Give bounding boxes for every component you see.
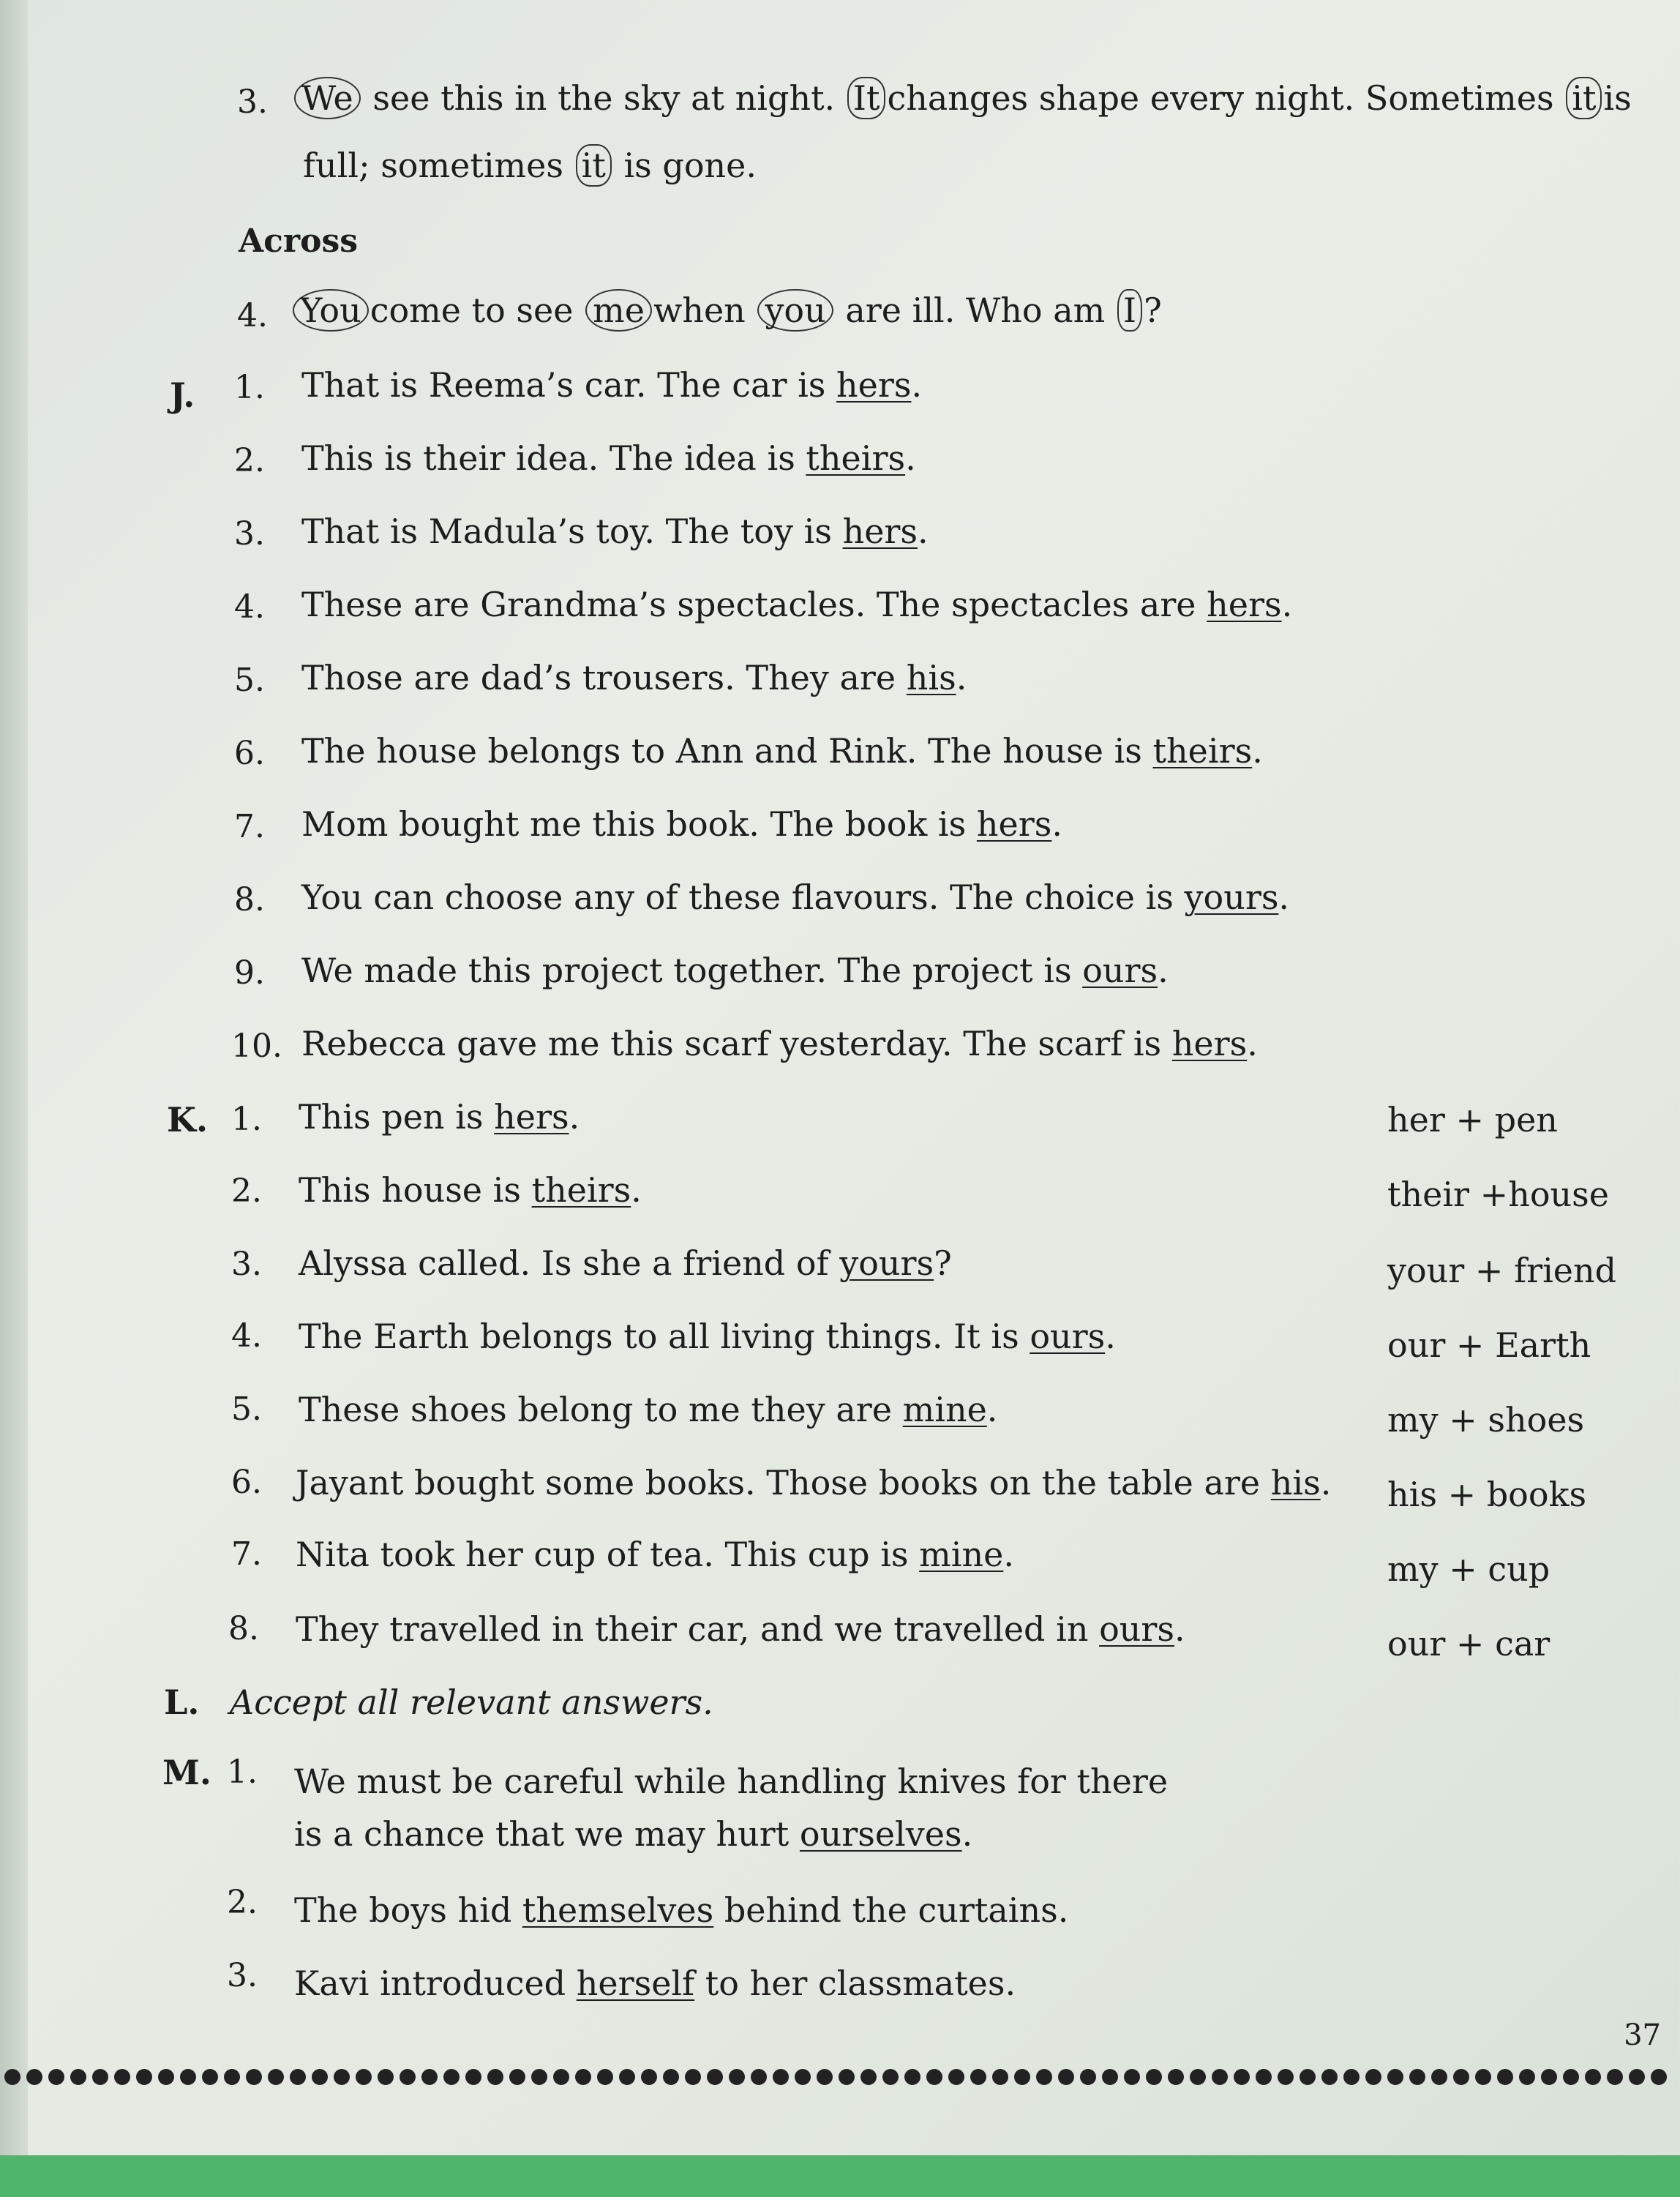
border-dot — [312, 2069, 328, 2085]
border-dot — [1168, 2069, 1184, 2085]
item-number: 2. — [227, 1884, 258, 1921]
border-dot — [685, 2069, 701, 2085]
border-dot — [465, 2069, 481, 2085]
answer-word: themselves — [522, 1890, 714, 1930]
border-dot — [619, 2069, 635, 2085]
item-end: . — [1105, 1317, 1116, 1356]
answer-word: his — [1270, 1463, 1321, 1502]
item-number: 5. — [234, 662, 265, 699]
answer-word: hers — [842, 512, 918, 551]
item-end: . — [1320, 1463, 1332, 1502]
answer-line — [301, 436, 916, 480]
clue-text: are ill. Who am — [845, 291, 1106, 330]
border-dot — [1278, 2069, 1294, 2085]
border-dot — [487, 2069, 503, 2085]
clue-text: when — [653, 291, 746, 330]
answer-line — [299, 1314, 1116, 1358]
answer-line — [299, 1388, 997, 1431]
answer-word: yours — [839, 1243, 934, 1283]
answer-word: mine — [919, 1535, 1004, 1574]
answer-line — [301, 875, 1289, 919]
page-number: 37 — [1624, 2018, 1661, 2052]
hint-text: her + pen — [1387, 1100, 1558, 1139]
border-dot — [443, 2069, 460, 2085]
item-number: 8. — [228, 1610, 259, 1647]
border-dot — [817, 2069, 833, 2085]
border-dot — [114, 2069, 130, 2085]
item-number: 4. — [231, 1317, 262, 1355]
item-text: They travelled in their car, and we travelled in — [296, 1609, 1100, 1649]
border-dot — [531, 2069, 547, 2085]
item-text: This pen is — [299, 1097, 495, 1137]
item-number: 2. — [234, 442, 265, 479]
circled-word: You — [293, 289, 369, 332]
answer-line — [294, 1888, 1068, 1932]
border-dot — [421, 2069, 438, 2085]
clue-text: see this in the sky at night. — [372, 78, 836, 118]
hint-text: your + friend — [1387, 1251, 1617, 1290]
item-number: 4. — [234, 588, 265, 626]
answer-line — [294, 1961, 1016, 2005]
border-dot — [904, 2069, 920, 2085]
border-dot — [1431, 2069, 1447, 2085]
dotted-border — [0, 2062, 1680, 2092]
border-dot — [773, 2069, 789, 2085]
item-text: You can choose any of these flavours. The choice is — [301, 877, 1185, 917]
circled-word: you — [757, 289, 833, 332]
item-end: . — [1278, 877, 1290, 917]
answer-line — [299, 1241, 952, 1285]
answer-word: yours — [1184, 877, 1279, 917]
border-dot — [1146, 2069, 1162, 2085]
clue-text: come to see — [370, 291, 574, 330]
border-dot — [4, 2069, 20, 2085]
border-dot — [1607, 2069, 1623, 2085]
border-dot — [268, 2069, 284, 2085]
clue-line — [291, 288, 1162, 332]
item-end: . — [1247, 1024, 1258, 1063]
answer-line — [301, 509, 929, 553]
border-dot — [948, 2069, 964, 2085]
hint-text: my + cup — [1387, 1549, 1550, 1589]
item-end: . — [631, 1170, 642, 1210]
section-label-m: M. — [162, 1753, 211, 1792]
item-end: . — [911, 365, 923, 405]
item-text: Jayant bought some books. Those books on the table are — [296, 1463, 1271, 1502]
item-number: 6. — [231, 1464, 262, 1501]
border-dot — [839, 2069, 855, 2085]
border-dot — [1212, 2069, 1228, 2085]
answer-word: hers — [1171, 1024, 1248, 1063]
border-dot — [92, 2069, 108, 2085]
border-dot — [597, 2069, 613, 2085]
clue-text: ? — [1144, 291, 1162, 330]
answer-word: ours — [1082, 951, 1158, 990]
border-dot — [1585, 2069, 1601, 2085]
border-dot — [926, 2069, 942, 2085]
section-label-j: J. — [170, 375, 195, 415]
item-text: is a chance that we may hurt — [294, 1814, 800, 1854]
section-label-k: K. — [167, 1100, 208, 1139]
item-text: That is Reema’s car. The car is — [301, 365, 837, 405]
item-number: 3. — [231, 1246, 262, 1283]
border-dot — [246, 2069, 262, 2085]
border-dot — [1014, 2069, 1030, 2085]
item-number: 8. — [234, 881, 265, 918]
answer-word: ours — [1099, 1609, 1174, 1649]
clue-number: 3. — [237, 83, 268, 121]
border-dot — [641, 2069, 657, 2085]
answer-word: hers — [836, 365, 912, 405]
circled-word: it — [1566, 77, 1602, 119]
item-text: We made this project together. The project is — [301, 951, 1083, 990]
item-number: 1. — [234, 369, 265, 406]
section-label-l: L. — [164, 1683, 200, 1722]
answer-line — [296, 1461, 1331, 1505]
item-text: Mom bought me this book. The book is — [301, 804, 977, 844]
border-dot — [860, 2069, 877, 2085]
border-dot — [1365, 2069, 1381, 2085]
clue-text: changes shape every night. Sometimes — [887, 78, 1554, 118]
border-dot — [1234, 2069, 1250, 2085]
item-end: to her classmates. — [694, 1964, 1016, 2003]
page-edge — [0, 0, 28, 2197]
border-dot — [1453, 2069, 1469, 2085]
border-dot — [158, 2069, 174, 2085]
answer-word: theirs — [806, 438, 906, 478]
item-text: Alyssa called. Is she a friend of — [299, 1243, 840, 1283]
item-text: This house is — [299, 1170, 532, 1210]
border-dot — [356, 2069, 372, 2085]
item-text: These shoes belong to me they are — [299, 1390, 903, 1429]
item-number: 10. — [231, 1028, 282, 1065]
circled-word: We — [294, 77, 361, 119]
item-end: . — [905, 438, 916, 478]
item-number: 9. — [234, 954, 265, 992]
border-dot — [1300, 2069, 1316, 2085]
clue-number: 4. — [237, 297, 268, 334]
border-dot — [509, 2069, 525, 2085]
hint-text: our + Earth — [1387, 1325, 1591, 1365]
answer-word: hers — [976, 804, 1052, 844]
item-end: . — [961, 1814, 973, 1854]
item-text: Those are dad’s trousers. They are — [301, 658, 907, 697]
border-dot — [1321, 2069, 1338, 2085]
border-dot — [553, 2069, 569, 2085]
item-number: 7. — [231, 1535, 262, 1573]
border-dot — [970, 2069, 986, 2085]
green-strip — [0, 2155, 1680, 2197]
border-dot — [1651, 2069, 1667, 2085]
answer-line — [301, 1022, 1258, 1066]
answer-word: hers — [494, 1097, 569, 1137]
border-dot — [1497, 2069, 1513, 2085]
border-dot — [707, 2069, 723, 2085]
border-dot — [1409, 2069, 1425, 2085]
item-end: . — [956, 658, 967, 697]
answer-line — [299, 1095, 580, 1139]
item-number: 1. — [227, 1754, 258, 1791]
border-dot — [1541, 2069, 1557, 2085]
border-dot — [1387, 2069, 1403, 2085]
border-dot — [1124, 2069, 1140, 2085]
border-dot — [992, 2069, 1008, 2085]
clue-text: is — [1603, 78, 1632, 118]
item-number: 3. — [227, 1957, 258, 1994]
border-dot — [180, 2069, 196, 2085]
item-text: The boys hid — [294, 1890, 522, 1930]
item-end: . — [986, 1390, 998, 1429]
clue-line — [303, 143, 757, 187]
border-dot — [1256, 2069, 1272, 2085]
answer-line — [299, 1168, 642, 1212]
border-dot — [1036, 2069, 1052, 2085]
item-text: Rebecca gave me this scarf yesterday. The scarf is — [301, 1024, 1172, 1063]
border-dot — [1190, 2069, 1206, 2085]
item-text: The Earth belongs to all living things. It is — [299, 1317, 1030, 1356]
answer-word: theirs — [1152, 731, 1253, 771]
circled-word: I — [1117, 289, 1142, 332]
item-text: The house belongs to Ann and Rink. The house is — [301, 731, 1153, 771]
clue-text: is gone. — [623, 146, 757, 185]
item-end: . — [1281, 585, 1293, 624]
answer-word: mine — [902, 1390, 987, 1429]
answer-word: his — [906, 658, 956, 697]
border-dot — [70, 2069, 86, 2085]
item-end: . — [918, 512, 929, 551]
circled-word: me — [585, 289, 652, 332]
border-dot — [224, 2069, 240, 2085]
circled-word: It — [847, 77, 886, 119]
item-number: 1. — [231, 1101, 262, 1138]
answer-line — [301, 948, 1169, 992]
border-dot — [729, 2069, 745, 2085]
border-dot — [334, 2069, 350, 2085]
border-dot — [795, 2069, 811, 2085]
hint-text: their +house — [1387, 1175, 1609, 1214]
answer-line — [296, 1607, 1185, 1651]
item-end: ? — [934, 1243, 952, 1283]
item-text: These are Grandma’s spectacles. The spectacles are — [301, 585, 1207, 624]
border-dot — [575, 2069, 591, 2085]
border-dot — [1058, 2069, 1074, 2085]
answer-word: ours — [1030, 1317, 1106, 1356]
item-end: behind the curtains. — [713, 1890, 1069, 1930]
item-text: Nita took her cup of tea. This cup is — [296, 1535, 920, 1574]
answer-line — [301, 802, 1062, 846]
item-number: 3. — [234, 515, 265, 553]
across-heading: Across — [239, 222, 359, 260]
answer-word: theirs — [531, 1170, 631, 1210]
answer-line — [301, 583, 1292, 626]
item-end: . — [1003, 1535, 1014, 1574]
item-number: 6. — [234, 735, 265, 772]
item-text: Kavi introduced — [294, 1964, 577, 2003]
item-end: . — [569, 1097, 580, 1137]
section-l-text: Accept all relevant answers. — [230, 1683, 713, 1722]
border-dot — [48, 2069, 64, 2085]
circled-word: it — [576, 144, 612, 187]
answer-line — [301, 656, 967, 700]
border-dot — [1102, 2069, 1118, 2085]
answer-word: ourselves — [799, 1814, 962, 1854]
border-dot — [1080, 2069, 1096, 2085]
answer-line — [301, 363, 922, 407]
answer-line — [301, 729, 1263, 773]
clue-line — [293, 76, 1632, 120]
item-number: 2. — [231, 1172, 262, 1210]
border-dot — [1519, 2069, 1535, 2085]
border-dot — [882, 2069, 899, 2085]
item-text: This is their idea. The idea is — [301, 438, 806, 478]
item-end: . — [1051, 804, 1062, 844]
answer-line: We must be careful while handling knives for there — [294, 1762, 1169, 1801]
border-dot — [378, 2069, 394, 2085]
border-dot — [1475, 2069, 1491, 2085]
item-number: 7. — [234, 808, 265, 845]
answer-word: herself — [576, 1964, 695, 2003]
item-text: That is Madula’s toy. The toy is — [301, 512, 843, 551]
border-dot — [290, 2069, 306, 2085]
border-dot — [400, 2069, 416, 2085]
border-dot — [136, 2069, 152, 2085]
clue-text: full; sometimes — [303, 146, 563, 185]
item-end: . — [1174, 1609, 1185, 1649]
answer-line — [294, 1812, 972, 1856]
answer-word: hers — [1207, 585, 1282, 624]
border-dot — [26, 2069, 42, 2085]
border-dot — [751, 2069, 767, 2085]
border-dot — [663, 2069, 679, 2085]
item-end: . — [1252, 731, 1263, 771]
border-dot — [202, 2069, 218, 2085]
border-dot — [1629, 2069, 1645, 2085]
border-dot — [1343, 2069, 1360, 2085]
hint-text: my + shoes — [1387, 1400, 1585, 1440]
item-end: . — [1158, 951, 1169, 990]
item-number: 5. — [231, 1391, 262, 1428]
answer-line — [296, 1532, 1014, 1576]
hint-text: his + books — [1387, 1475, 1587, 1514]
hint-text: our + car — [1387, 1624, 1550, 1663]
border-dot — [1563, 2069, 1579, 2085]
